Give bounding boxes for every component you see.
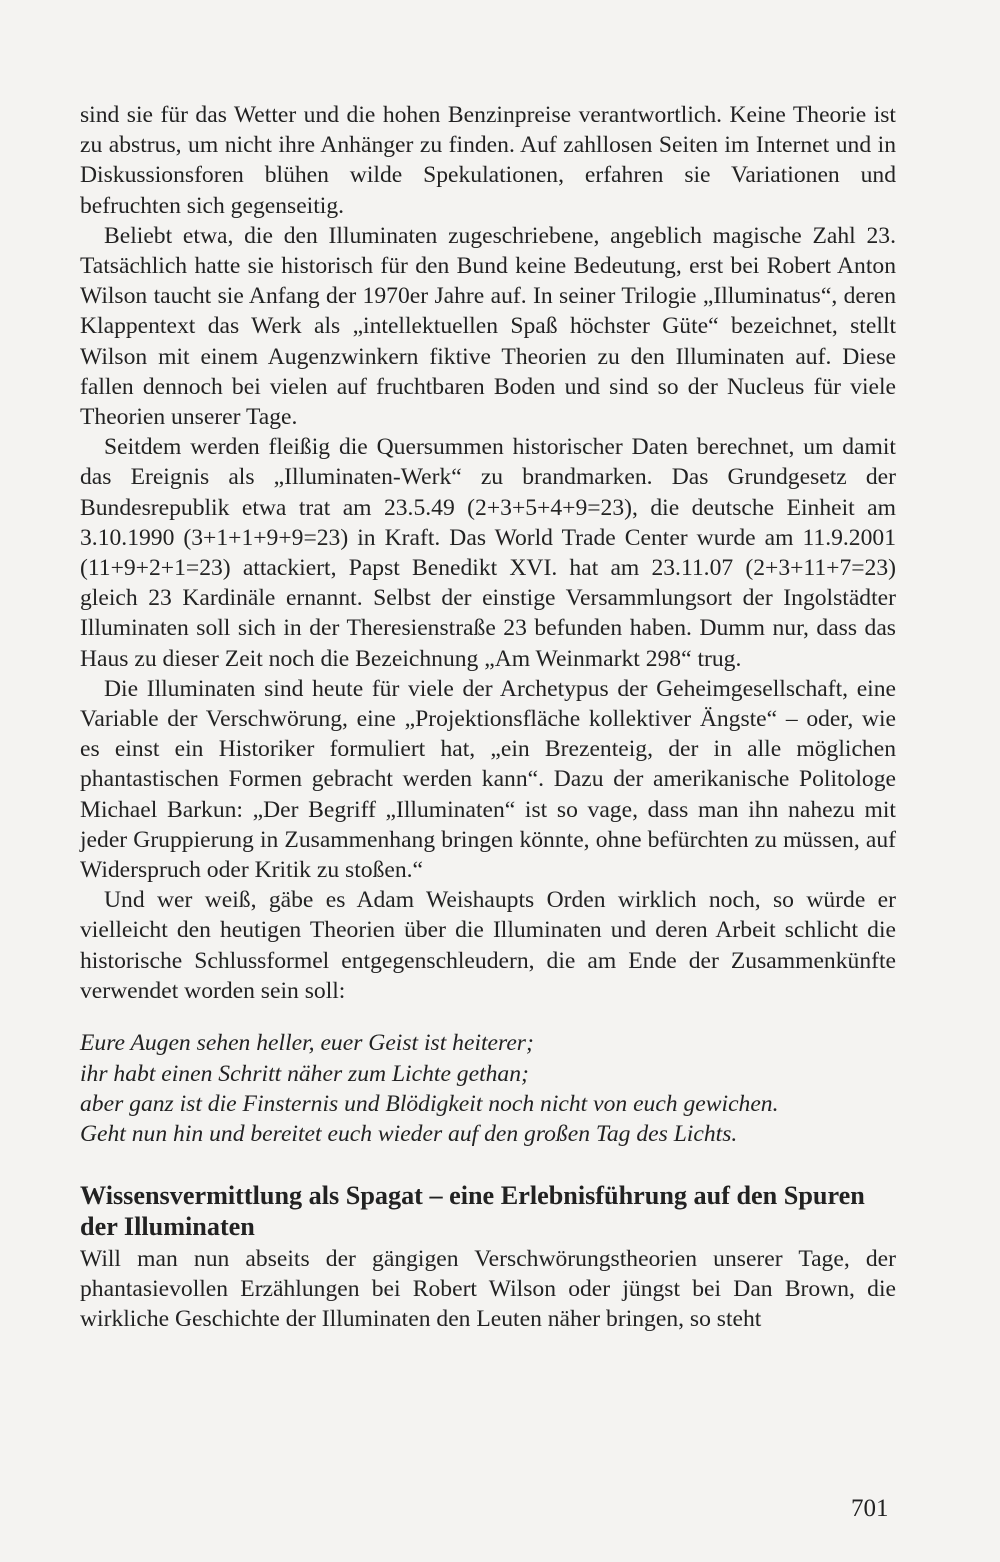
body-paragraph: Und wer weiß, gäbe es Adam Weishaupts Orden wirklich noch, so würde er vielleicht den heutigen Theorien über die Illuminaten und deren Arbeit schlicht die historische Schlussformel entgegenschleudern, die am Ende der Zusammenkünfte verwendet worden sein soll:	[80, 887, 896, 1004]
verse-line: aber ganz ist die Finsternis und Blödigkeit noch nicht von euch gewichen.	[80, 1090, 779, 1117]
body-paragraph: Will man nun abseits der gängigen Verschwörungstheorien unserer Tage, der phantasievollen Erzählungen bei Robert Wilson oder jüngst bei Dan Brown, die wirkliche Geschichte der Illuminaten den Leuten näher bringen, so steht	[80, 1245, 896, 1333]
body-paragraph: sind sie für das Wetter und die hohen Benzinpreise verantwortlich. Keine Theorie ist zu abstrus, um nicht ihre Anhänger zu finden. Auf zahllosen Seiten im Internet und in Diskussionsforen blühen wilde Spekulationen, erfahren sie Variationen und befruchten sich gegenseitig.	[80, 102, 896, 219]
body-paragraph: Beliebt etwa, die den Illuminaten zugeschriebene, angeblich magische Zahl 23. Tatsächlich hatte sie historisch für den Bund keine Bedeutung, erst bei Robert Anton Wilson taucht sie Anfang der 1970er Jahre auf. In seiner Trilogie „Illuminatus“, deren Klappentext das Werk als „intellektuellen Spaß höchster Güte“ bezeichnet, stellt Wilson mit einem Augenzwinkern fiktive Theorien zu den Illuminaten auf. Diese fallen dennoch bei vielen auf fruchtbaren Boden und sind so der Nucleus für viele Theorien unserer Tage.	[80, 222, 896, 431]
ritual-verse	[80, 1028, 896, 1150]
verse-line: Geht nun hin und bereitet euch wieder auf den großen Tag des Lichts.	[80, 1121, 738, 1148]
verse-line: ihr habt einen Schritt näher zum Lichte gethan;	[80, 1060, 529, 1087]
section-heading: Wissensvermittlung als Spagat – eine Erlebnisführung auf den Spuren der Illuminaten	[80, 1180, 865, 1241]
page-number: 701	[851, 1495, 889, 1522]
page-body	[80, 100, 896, 1334]
body-paragraph: Seitdem werden fleißig die Quersummen historischer Daten berechnet, um damit das Ereignis als „Illuminaten-Werk“ zu brandmarken. Das Grundgesetz der Bundesrepublik etwa trat am 23.5.49 (2+3+5+4+9=23), die deutsche Einheit am 3.10.1990 (3+1+1+9+9=23) in Kraft. Das World Trade Center wurde am 11.9.2001 (11+9+2+1=23) attackiert, Papst Benedikt XVI. hat am 23.11.07 (2+3+11+7=23) gleich 23 Kardinäle ernannt. Selbst der einstige Versammlungsort der Ingolstädter Illuminaten soll sich in der Theresienstraße 23 befunden haben. Dumm nur, dass das Haus zu dieser Zeit noch die Bezeichnung „Am Weinmarkt 298“ trug.	[80, 434, 896, 672]
verse-line: Eure Augen sehen heller, euer Geist ist heiterer;	[80, 1030, 534, 1057]
body-paragraph: Die Illuminaten sind heute für viele der Archetypus der Geheimgesellschaft, eine Variable der Verschwörung, eine „Projektionsfläche kollektiver Ängste“ – oder, wie es einst ein Historiker formuliert hat, „ein Brezenteig, der in alle möglichen phantastischen Formen gebracht werden kann“. Dazu der amerikanische Politologe Michael Barkun: „Der Begriff „Illuminaten“ ist so vage, dass man ihn nahezu mit jeder Gruppierung in Zusammenhang bringen könnte, ohne befürchten zu müssen, auf Widerspruch oder Kritik zu stoßen.“	[80, 675, 896, 884]
